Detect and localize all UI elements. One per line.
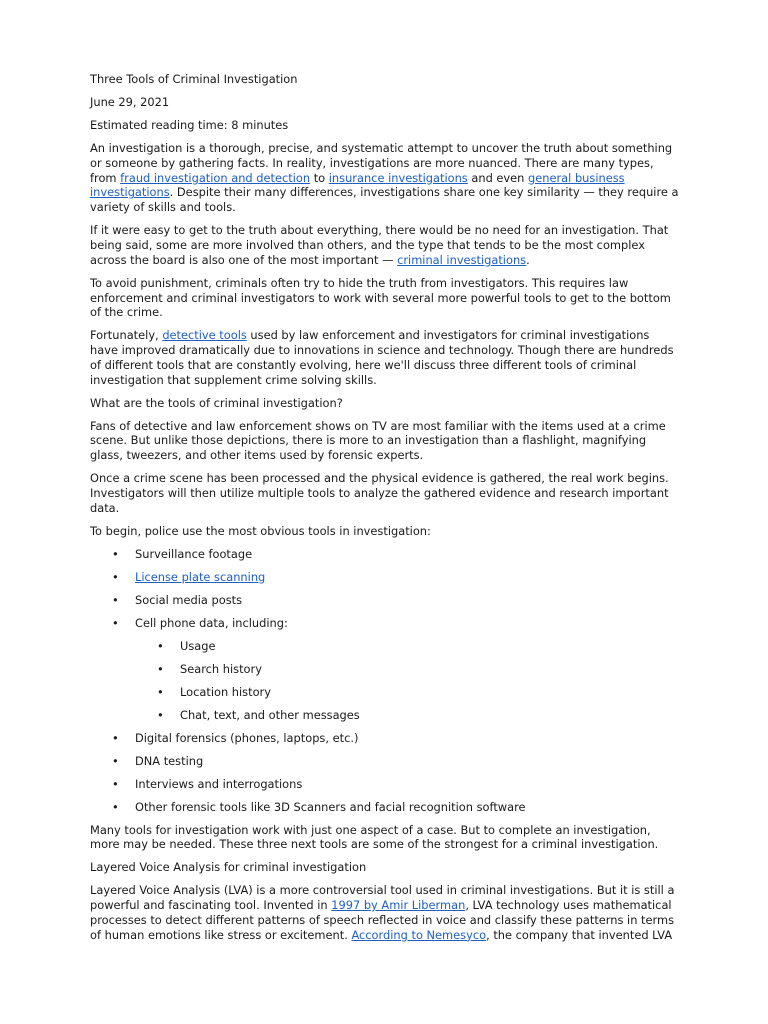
tools-list (90, 547, 680, 815)
text-run: , LVA technology uses mathematical processes to detect different patterns of speech reflected in voice and classify these patterns in terms of human emotions like stress or excitement. (90, 898, 675, 942)
paragraph-list-intro: To begin, police use the most obvious tools in investigation: (90, 523, 431, 538)
document-title: Three Tools of Criminal Investigation (90, 72, 298, 86)
paragraph-detective-tools (90, 328, 680, 387)
paragraph-intro (90, 141, 680, 215)
according-to-nemesyco-link[interactable]: According to Nemesyco (351, 927, 487, 942)
text-run: Fortunately, (90, 328, 163, 343)
list-item: • Digital forensics (phones, laptops, etc.) (90, 731, 680, 746)
document-page (90, 72, 680, 951)
list-item-label: Cell phone data, including: (135, 615, 288, 630)
paragraph-lva (90, 883, 680, 942)
text-run: An investigation is a thorough, precise, and systematic attempt to uncover the truth about something or someone by gathering facts. In reality, investigations are more nuanced. There are many types, from (90, 140, 673, 185)
insurance-investigations-link[interactable]: insurance investigations (328, 170, 468, 185)
list-item (90, 616, 680, 723)
paragraph-complexity (90, 223, 680, 267)
list-item (90, 570, 680, 585)
list-item: • Social media posts (90, 593, 680, 608)
sublist-item: • Usage (135, 639, 680, 654)
list-item: • Interviews and interrogations (90, 777, 680, 792)
text-run: If it were easy to get to the truth about everything, there would be no need for an investigation. That being said, some are more involved than others, and the type that tends to be the most complex across the board is also one of the most important — (90, 223, 669, 267)
list-item: • Surveillance footage (90, 547, 680, 562)
detective-tools-link[interactable]: detective tools (162, 328, 247, 343)
text-run: , the company that invented LVA (486, 927, 673, 942)
text-run: and even (467, 170, 529, 185)
amir-liberman-link[interactable]: 1997 by Amir Liberman (331, 898, 466, 913)
paragraph-many-tools: Many tools for investigation work with just one aspect of a case. But to complete an investigation, more may be needed. These three next tools are some of the strongest for a criminal investigation. (90, 822, 659, 852)
paragraph-tv-shows: Fans of detective and law enforcement shows on TV are most familiar with the items used at a crime scene. But unlike those depictions, there is more to an investigation than a flashlight, magnifying glass, tweezers, and other items used by forensic experts. (90, 418, 666, 463)
section-heading-lva: Layered Voice Analysis for criminal investigation (90, 860, 367, 875)
sublist-item: • Location history (135, 685, 680, 700)
text-run: . (526, 252, 530, 267)
sublist-item: • Search history (135, 662, 680, 677)
reading-time: Estimated reading time: 8 minutes (90, 117, 289, 132)
criminal-investigations-link[interactable]: criminal investigations (397, 252, 527, 267)
paragraph-punishment: To avoid punishment, criminals often try to hide the truth from investigators. This requires law enforcement and criminal investigators to work with several more powerful tools to get to the bottom of the crime. (90, 275, 671, 320)
cell-phone-data-sublist (135, 639, 680, 723)
publish-date: June 29, 2021 (90, 94, 170, 109)
sublist-item: • Chat, text, and other messages (135, 708, 680, 723)
list-item: • Other forensic tools like 3D Scanners and facial recognition software (90, 800, 680, 815)
section-heading-tools: What are the tools of criminal investigation? (90, 395, 343, 410)
text-run: used by law enforcement and investigators for criminal investigations have improved dramatically due to innovations in science and technology. Though there are hundreds of different tools that are constantly evolving, here we'll discuss three different tools of criminal investigation that supplement crime solving skills. (90, 328, 674, 387)
text-run: Layered Voice Analysis (LVA) is a more controversial tool used in criminal investigations. But it is still a powerful and fascinating tool. Invented in (90, 883, 675, 913)
fraud-investigation-link[interactable]: fraud investigation and detection (120, 170, 311, 185)
general-business-investigations-link[interactable]: general business investigations (90, 170, 625, 200)
paragraph-crime-scene: Once a crime scene has been processed and the physical evidence is gathered, the real work begins. Investigators will then utilize multiple tools to analyze the gathered evidence and research important data. (90, 471, 669, 515)
license-plate-scanning-link[interactable]: License plate scanning (135, 569, 266, 584)
text-run: . Despite their many differences, investigations share one key similarity — they require a variety of skills and tools. (90, 185, 679, 215)
text-run: to (310, 170, 329, 185)
list-item: • DNA testing (90, 754, 680, 769)
